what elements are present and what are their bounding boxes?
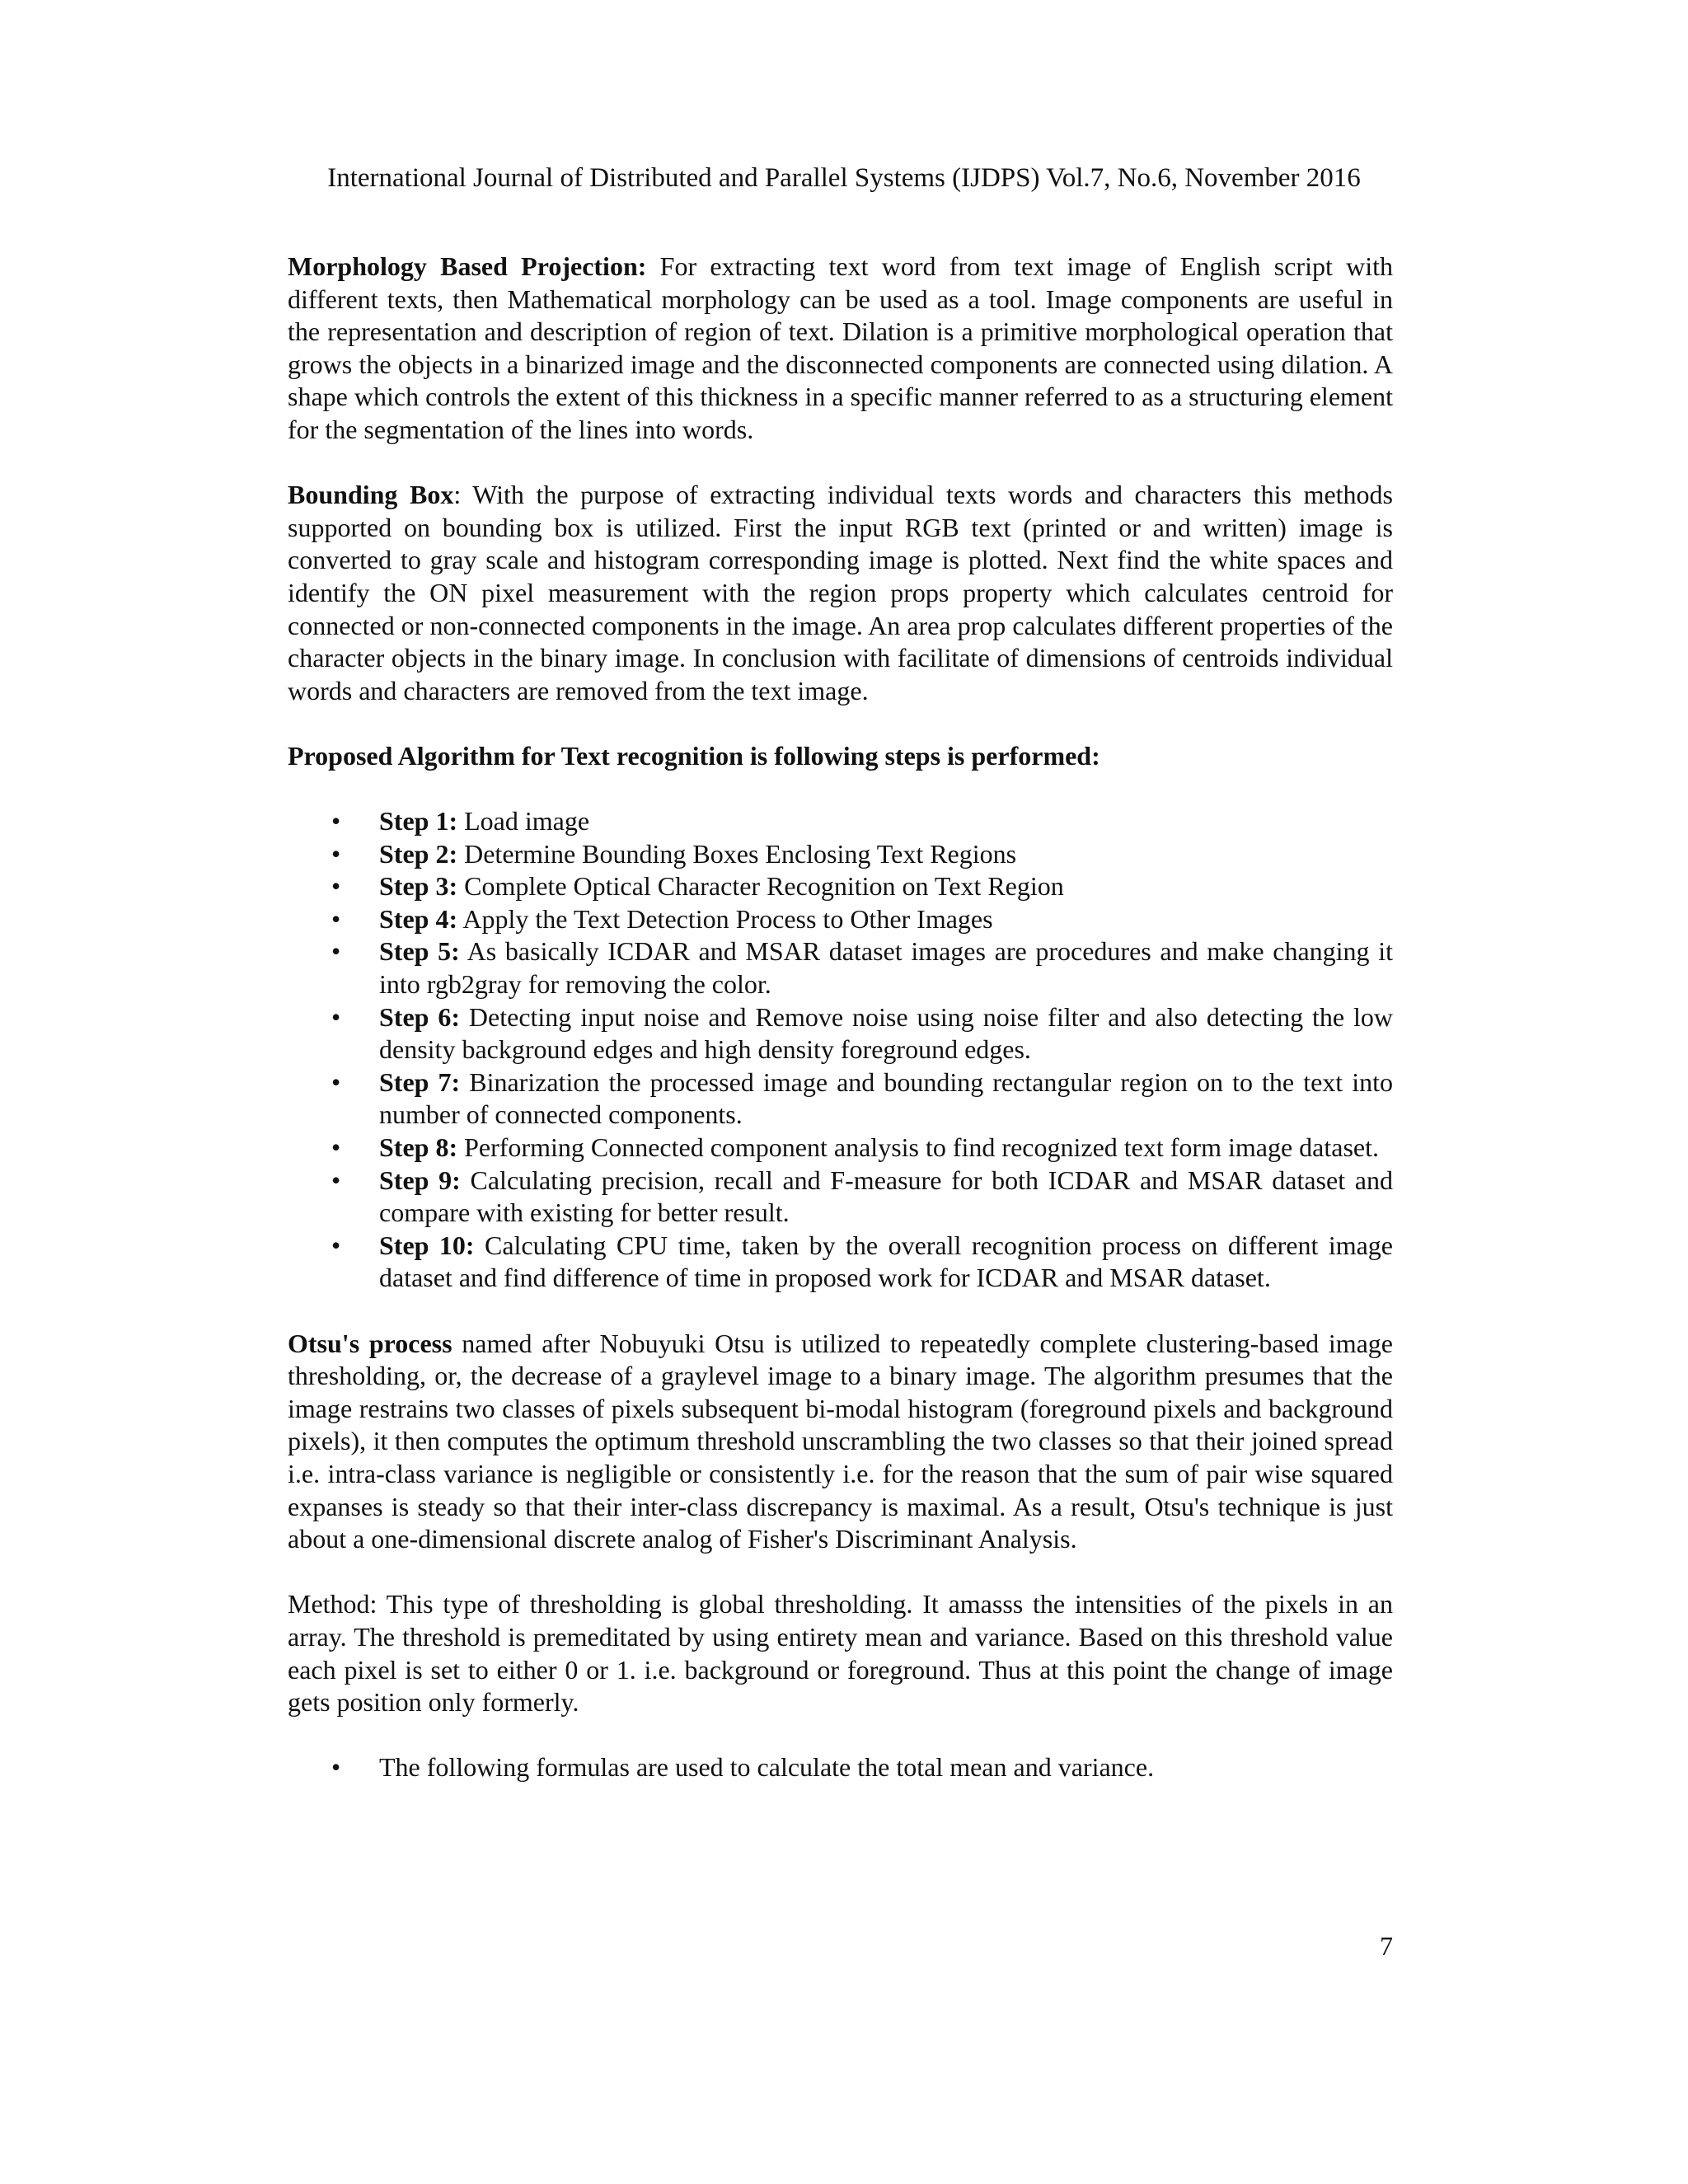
bullet-icon: • bbox=[331, 871, 341, 902]
bullet-icon: • bbox=[331, 1165, 341, 1195]
step-item bbox=[288, 1132, 1393, 1165]
step-item bbox=[288, 903, 1393, 936]
bullet-icon: • bbox=[331, 838, 341, 869]
bullet-icon: • bbox=[331, 806, 341, 837]
page-body bbox=[288, 251, 1393, 1817]
step-label: Step 2: bbox=[379, 838, 458, 869]
step-item bbox=[288, 1001, 1393, 1066]
algorithm-steps-list bbox=[288, 805, 1393, 1295]
otsu-text: named after Nobuyuki Otsu is utilized to repeatedly complete clustering-based image thresholding, or, the decrease of a graylevel image to a binary image. The algorithm presumes that the image restrains two classes of pixels subsequent bi-modal histogram (foreground pixels and background pixels), it then computes the optimum threshold unscrambling the two classes so that their joined spread i.e. intra-class variance is negligible or consistently i.e. for the reason that the sum of pair wise squared expanses is steady so that their inter-class discrepancy is maximal. As a result, Otsu's technique is just about a one-dimensional discrete analog of Fisher's Discriminant Analysis. bbox=[288, 1328, 1394, 1554]
step-text: Binarization the processed image and bounding rectangular region on to the text into number of connected components. bbox=[379, 1066, 1394, 1130]
bullet-icon: • bbox=[331, 936, 341, 967]
step-item bbox=[288, 805, 1393, 838]
step-label: Step 3: bbox=[379, 871, 458, 902]
step-text: Calculating precision, recall and F-measure for both ICDAR and MSAR dataset and compare with existing for better result. bbox=[379, 1165, 1394, 1228]
bullet-icon: • bbox=[331, 1230, 341, 1260]
bullet-icon: • bbox=[331, 1066, 341, 1097]
morphology-text: For extracting text word from text image of English script with different texts, then Mathematical morphology can be used as a tool. Image components are useful in the representation and description of region of text. Dilation is a primitive morphological operation that grows the objects in a binarized image and the disconnected components are connected using dilation. A shape which controls the extent of this thickness in a specific manner referred to as a structuring element for the segmentation of the lines into words. bbox=[288, 251, 1394, 444]
formula-note-text: The following formulas are used to calculate the total mean and variance. bbox=[379, 1752, 1155, 1783]
step-label: Step 8: bbox=[379, 1132, 458, 1163]
step-item bbox=[288, 1165, 1393, 1230]
step-text: Load image bbox=[457, 806, 590, 837]
bullet-icon: • bbox=[331, 1001, 341, 1032]
step-label: Step 6: bbox=[379, 1001, 461, 1032]
formula-note-item bbox=[288, 1751, 1393, 1784]
step-label: Step 9: bbox=[379, 1165, 461, 1195]
step-item bbox=[288, 1066, 1393, 1132]
step-label: Step 5: bbox=[379, 936, 460, 967]
step-item bbox=[288, 1230, 1393, 1295]
step-text: Complete Optical Character Recognition on Text Region bbox=[457, 871, 1064, 902]
bullet-icon: • bbox=[331, 1752, 341, 1783]
morphology-label: Morphology Based Projection: bbox=[288, 251, 647, 281]
formula-note-list bbox=[288, 1751, 1393, 1784]
bounding-box-label: Bounding Box bbox=[288, 480, 454, 510]
step-text: Calculating CPU time, taken by the overall recognition process on different image dataset and find difference of time in proposed work for ICDAR and MSAR dataset. bbox=[379, 1230, 1394, 1293]
step-label: Step 7: bbox=[379, 1066, 461, 1097]
step-item bbox=[288, 838, 1393, 871]
page-number: 7 bbox=[1380, 1931, 1393, 1961]
step-item bbox=[288, 935, 1393, 1001]
step-text: Detecting input noise and Remove noise using noise filter and also detecting the low density background edges and high density foreground edges. bbox=[379, 1001, 1394, 1065]
bullet-icon: • bbox=[331, 1132, 341, 1163]
step-text: As basically ICDAR and MSAR dataset images are procedures and make changing it into rgb2gray for removing the color. bbox=[379, 936, 1394, 1000]
running-header: International Journal of Distributed and Parallel Systems (IJDPS) Vol.7, No.6, November 2016 bbox=[327, 163, 1361, 193]
bullet-icon: • bbox=[331, 903, 341, 934]
step-label: Step 10: bbox=[379, 1230, 475, 1260]
morphology-paragraph bbox=[288, 251, 1393, 447]
step-text: Performing Connected component analysis to find recognized text form image dataset. bbox=[457, 1132, 1379, 1163]
step-text: Determine Bounding Boxes Enclosing Text Regions bbox=[457, 838, 1017, 869]
step-item bbox=[288, 870, 1393, 903]
otsu-label: Otsu's process bbox=[288, 1328, 452, 1358]
bounding-box-text: : With the purpose of extracting individual texts words and characters this methods supported on bounding box is utilized. First the input RGB text (printed or and written) image is converted to gray scale and histogram corresponding image is plotted. Next find the white spaces and identify the ON pixel measurement with the region props property which calculates centroid for connected or non-connected components in the image. An area prop calculates different properties of the character objects in the binary image. In conclusion with facilitate of dimensions of centroids individual words and characters are removed from the text image. bbox=[288, 480, 1394, 705]
step-text: Apply the Text Detection Process to Other Images bbox=[457, 903, 993, 934]
step-label: Step 1: bbox=[379, 806, 458, 837]
step-label: Step 4: bbox=[379, 903, 458, 934]
algorithm-heading: Proposed Algorithm for Text recognition is following steps is performed: bbox=[288, 740, 1100, 771]
bounding-box-paragraph bbox=[288, 479, 1393, 707]
method-paragraph: Method: This type of thresholding is global thresholding. It amasss the intensities of the pixels in an array. The threshold is premeditated by using entirety mean and variance. Based on this threshold value each pixel is set to either 0 or 1. i.e. background or foreground. Thus at this point the change of image gets position only formerly. bbox=[288, 1589, 1393, 1718]
otsu-paragraph bbox=[288, 1328, 1393, 1556]
